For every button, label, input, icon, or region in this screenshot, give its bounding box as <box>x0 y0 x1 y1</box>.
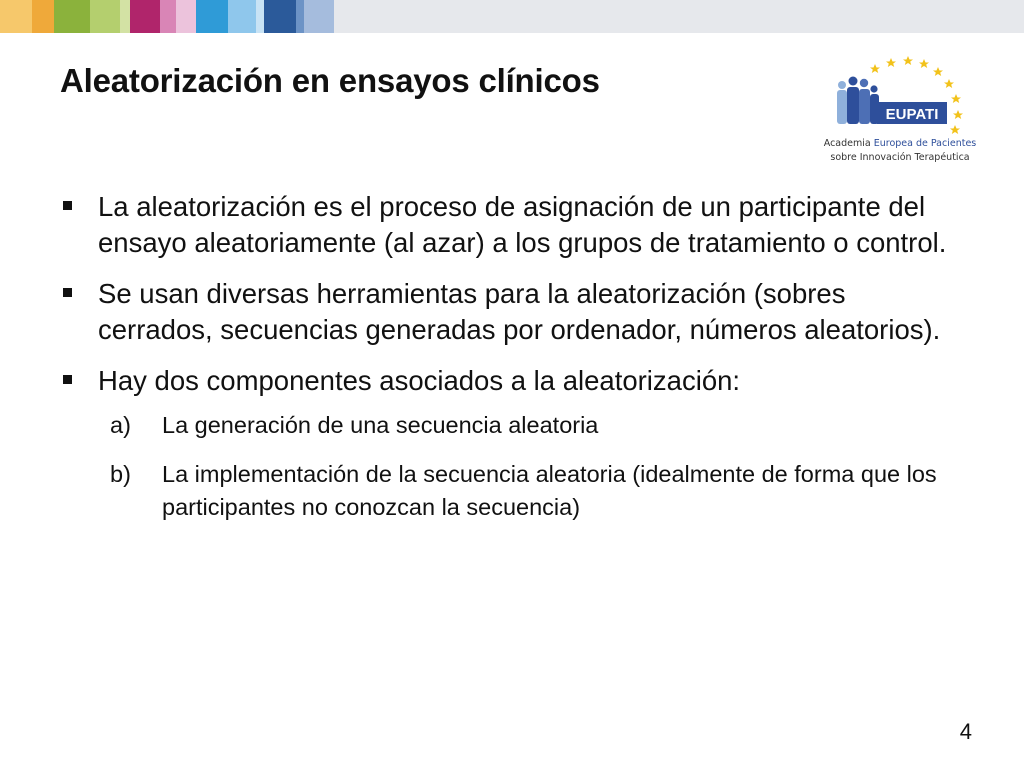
bullet-text: Hay dos componentes asociados a la aleatorización: <box>98 365 741 396</box>
bullet-item <box>60 363 960 399</box>
stripe-segment <box>334 0 1024 33</box>
logo-caption-highlight: Europea de Pacientes <box>873 138 977 149</box>
sub-item-text: La generación de una secuencia aleatoria <box>162 411 599 438</box>
stripe-segment <box>54 0 90 33</box>
slide-title: Aleatorización en ensayos clínicos <box>60 62 600 99</box>
sub-item <box>60 458 960 524</box>
square-bullet-icon <box>63 201 72 210</box>
bullet-item <box>60 276 960 347</box>
top-color-stripe <box>0 0 1024 33</box>
eupati-wordmark: EUPATI <box>885 106 939 123</box>
stripe-segment <box>264 0 296 33</box>
stripe-segment <box>304 0 334 33</box>
eupati-logo <box>818 54 988 166</box>
stripe-segment <box>160 0 176 33</box>
square-bullet-icon <box>63 375 72 384</box>
sub-item-marker: b) <box>110 460 131 487</box>
stripe-segment <box>228 0 256 33</box>
stripe-segment <box>120 0 130 33</box>
sub-item-marker: a) <box>110 411 131 438</box>
bullet-text: La aleatorización es el proceso de asignación de un participante del ensayo aleatoriamente (al azar) a los grupos de tratamiento o control. <box>98 191 947 258</box>
logo-caption <box>818 137 982 165</box>
slide-body <box>60 189 960 540</box>
logo-caption-line2: sobre Innovación Terapéutica <box>830 152 970 163</box>
people-icon <box>837 77 879 125</box>
sub-item-text: La implementación de la secuencia aleatoria (idealmente de forma que los participantes no conozcan la secuencia) <box>162 460 937 520</box>
stripe-segment <box>32 0 54 33</box>
stripe-segment <box>130 0 160 33</box>
logo-caption-prefix: Academia <box>823 138 871 149</box>
page-number: 4 <box>959 719 972 744</box>
stripe-segment <box>256 0 264 33</box>
stripe-segment <box>176 0 196 33</box>
sub-item <box>60 409 960 442</box>
bullet-text: Se usan diversas herramientas para la aleatorización (sobres cerrados, secuencias generadas por ordenador, números aleatorios). <box>98 278 941 345</box>
eupati-logo-graphic <box>818 54 988 138</box>
stripe-segment <box>0 0 32 33</box>
stripe-segment <box>296 0 304 33</box>
bullet-item <box>60 189 960 260</box>
square-bullet-icon <box>63 288 72 297</box>
stripe-segment <box>90 0 120 33</box>
stripe-segment <box>196 0 228 33</box>
